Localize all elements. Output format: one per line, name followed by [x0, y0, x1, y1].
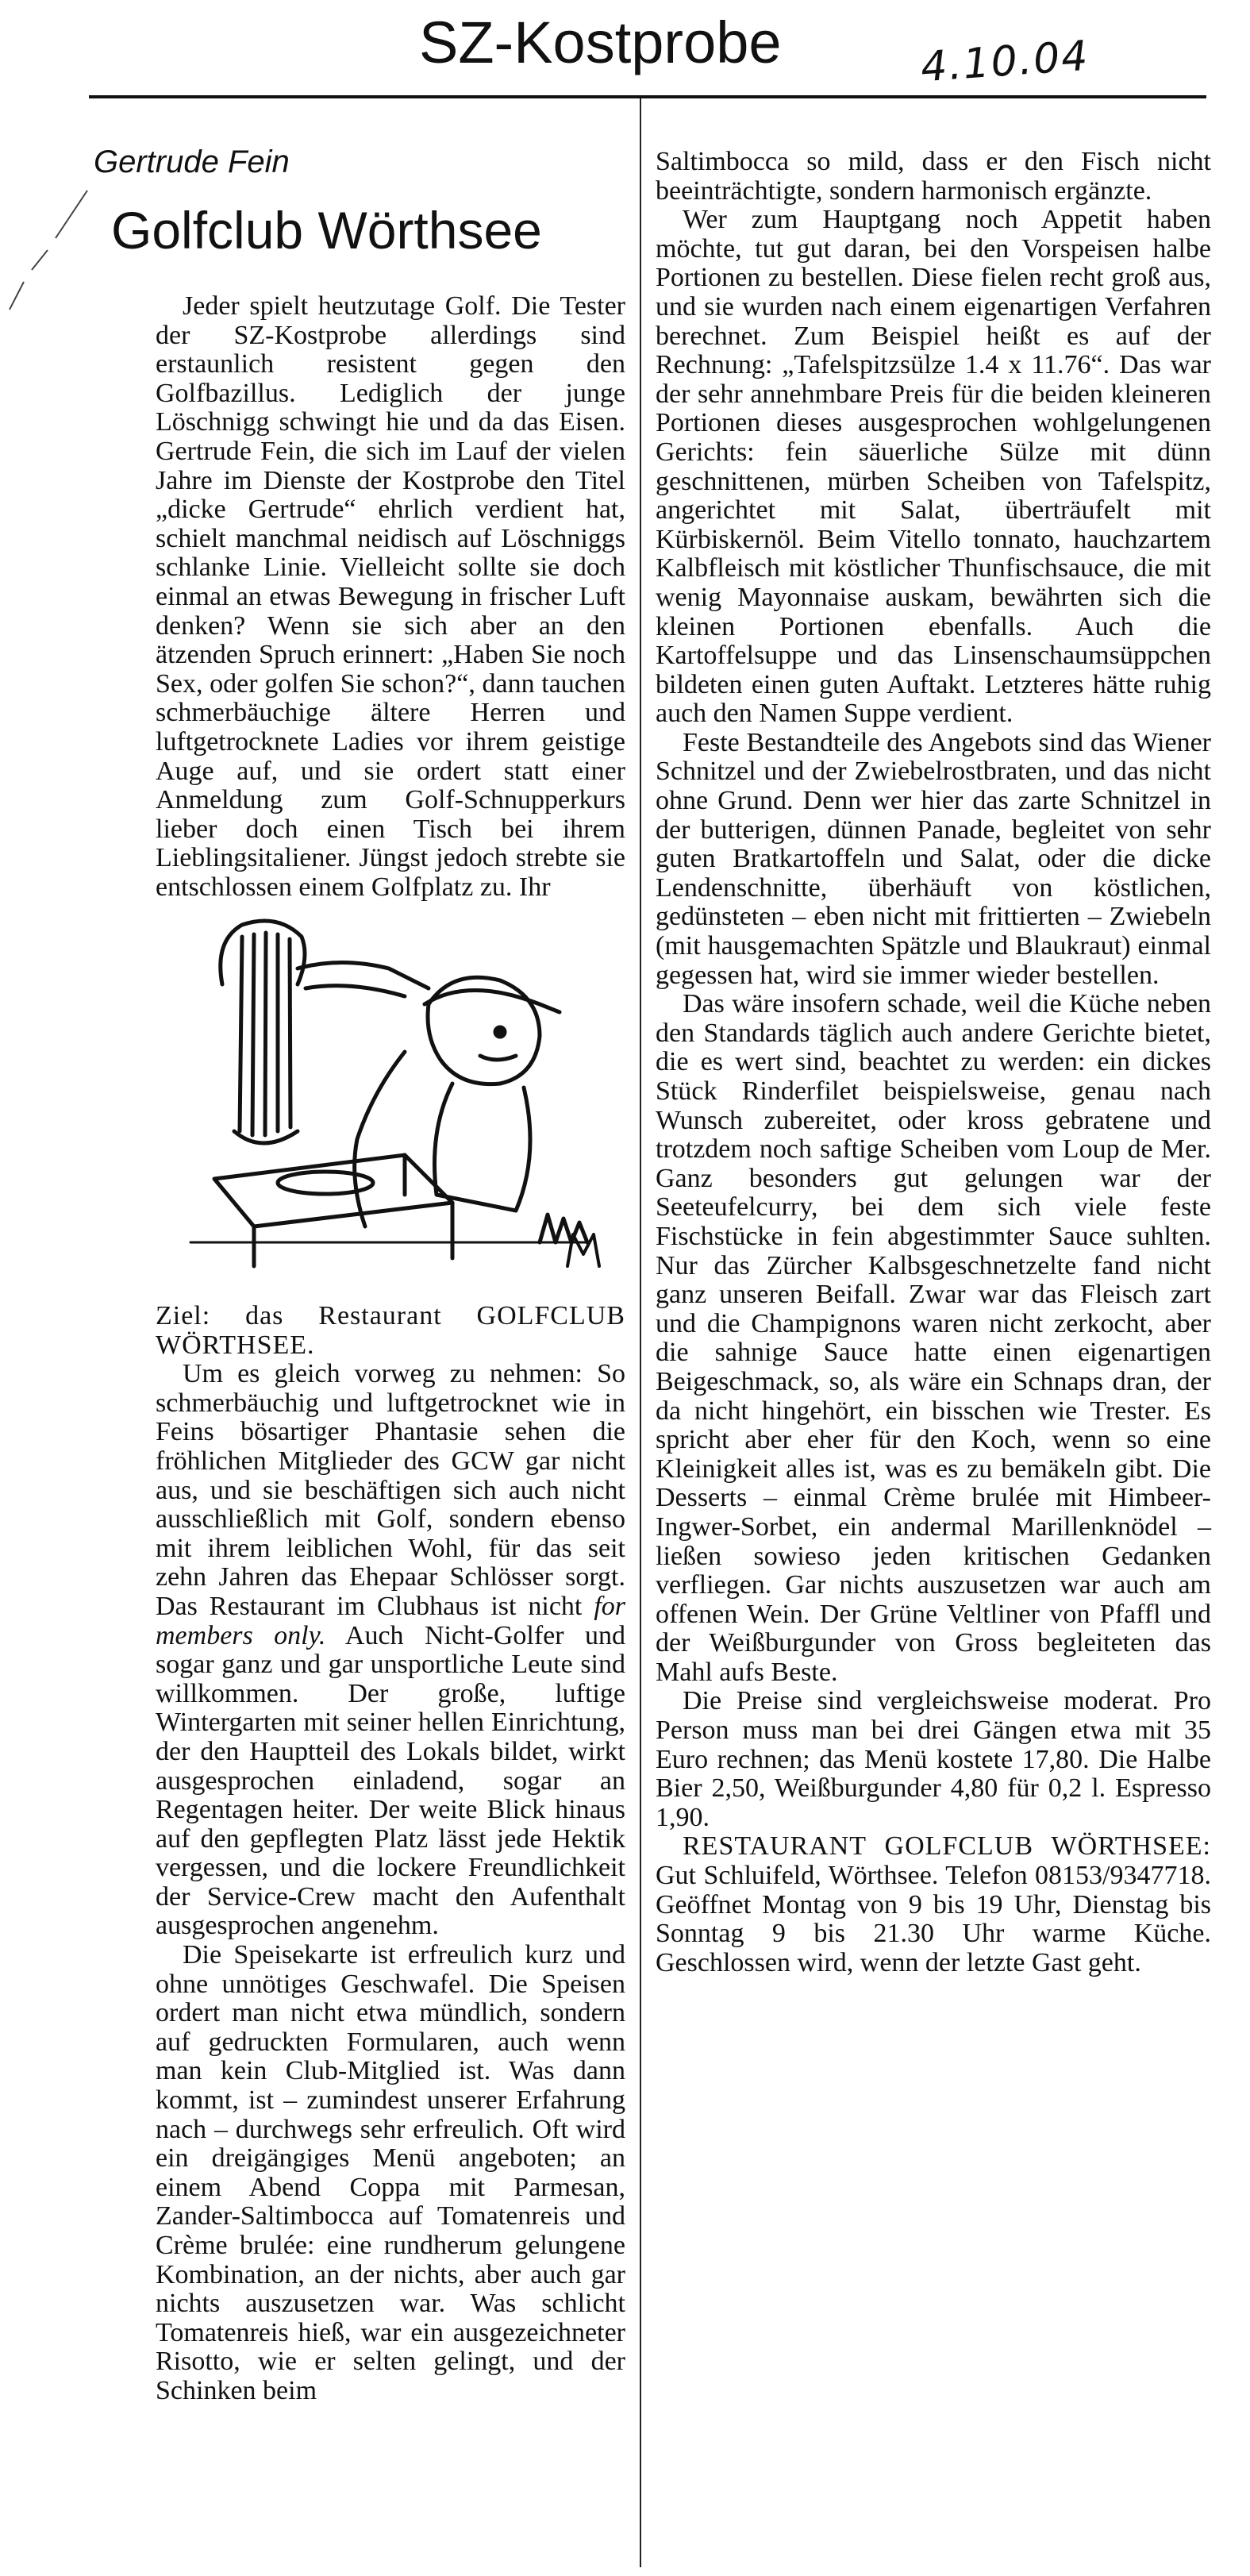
italic-phrase: for members only.	[156, 1591, 625, 1650]
masthead-rule	[89, 95, 1206, 98]
restaurant-name-caps: RESTAURANT GOLFCLUB WÖRTHSEE:	[683, 1831, 1211, 1862]
masthead-title: SZ-Kostprobe	[419, 10, 782, 75]
column-divider	[640, 98, 641, 2567]
paragraph: Saltimbocca so mild, dass er den Fisch nicht beeinträchtigte, sondern harmonisch ergänzte.	[656, 147, 1211, 206]
pen-mark-icon	[0, 183, 95, 318]
paragraph	[156, 1360, 625, 1941]
paragraph: Das wäre insofern schade, weil die Küche neben den Standards täglich auch andere Gerichte bietet, die es wert sind, beachtet zu werden: ein dickes Stück Rinderfilet beispielsweise, genau nach Wunsch zubereitet, oder kross gebratene und trotzdem noch saftige Scheiben vom Loup de Mer. Ganz besonders gut gelungen war der Seeteufelcurry, bei dem sich viele feste Fischstücke in fein abgestimmter Sauce suhlten. Nur das Zürcher Kalbsgeschnetzelte fand nicht ganz unseren Beifall. Zwar war das Fleisch zart und die Champignons waren nicht zerkocht, aber die sahnige Sauce hatte einen eigenartigen Beigeschmack, so, als wäre ein Schnaps dran, der da nicht hingehört, ein bisschen wie Trester. Es spricht aber eher für den Koch, wenn so eine Kleinigkeit alles ist, was es zu bemäkeln gibt. Die Desserts – einmal Crème brulée mit Himbeer-Ingwer-Sorbet, ein andermal Marillenknödel – ließen sowieso jeden kritischen Gedanken verfliegen. Gar nichts auszusetzen war auch am offenen Wein. Der Grüne Veltliner von Pfaffl und der Weißburgunder von Gross begleiteten das Mahl aufs Beste.	[656, 989, 1211, 1687]
article-headline: Golfclub Wörthsee	[111, 201, 542, 260]
column-2	[656, 148, 1211, 1977]
paragraph: Die Preise sind vergleichsweise moderat. Pro Person muss man bei drei Gängen etwa mit 35 Euro rechnen; das Menü kostete 17,80. Die Halbe Bier 2,50, Weißburgunder 4,80 für 0,2 l. Espresso 1,90.	[656, 1686, 1211, 1832]
paragraph: Die Speisekarte ist erfreulich kurz und ohne unnötiges Geschwafel. Die Speisen ordert man nicht etwa mündlich, sondern auf gedruckten Formularen, auch wenn man kein Club-Mitglied ist. Was dann kommt, ist – zumindest unserer Erfahrung nach – durchwegs sehr erfreulich. Oft wird ein dreigängiges Menü angeboten; an einem Abend Coppa mit Parmesan, Zander-Saltimbocca auf Tomatenreis und Crème brulée: eine rundherum gelungene Kombination, an der nichts, aber auch gar nichts auszusetzen war. Was schlicht Tomatenreis hieß, war ein ausgezeichneter Risotto, wie er selten gelingt, und der Schinken beim	[156, 1940, 625, 2405]
handwritten-date: 4.10.04	[919, 32, 1091, 92]
author-name: Gertrude Fein	[94, 144, 290, 179]
column-1-top	[156, 292, 625, 902]
column-1-bottom	[156, 1302, 625, 2406]
paragraph: Feste Bestandteile des Angebots sind das Wiener Schnitzel und der Zwiebelrostbraten, und das nicht ohne Grund. Denn wer hier das zarte Schnitzel in der butterigen, dünnen Panade, begleitet von sehr guten Bratkartoffeln und Salat, oder die dicke Lendenschnitte, überhäuft von köstlichen, gedünsteten – eben nicht mit frittierten – Zwiebeln (mit hausgemachten Spätzle und Blaukraut) einmal gegessen hat, wird sie immer wieder bestellen.	[656, 727, 1211, 990]
ziel-line: Ziel: das Restaurant GOLFCLUB WÖRTHSEE.	[156, 1301, 625, 1360]
text-run: Gut Schluifeld, Wörthsee. Telefon 08153/9347718. Geöffnet Montag von 9 bis 19 Uhr, Dienstag bis Sonntag 9 bis 21.30 Uhr warme Küche. Geschlossen wird, wenn der letzte Gast geht.	[656, 1861, 1211, 1977]
golfer-cartoon-icon	[167, 893, 611, 1294]
paragraph: Jeder spielt heutzutage Golf. Die Tester der SZ-Kostprobe allerdings sind erstaunlich resistent gegen den Golfbazillus. Lediglich der junge Löschnigg schwingt hie und da das Eisen. Gertrude Fein, die sich im Lauf der vielen Jahre im Dienste der Kostprobe den Titel „dicke Gertrude“ ehrlich verdient hat, schielt manchmal neidisch auf Löschniggs schlanke Linie. Vielleicht sollte sie doch einmal an etwas Bewegung in frischer Luft denken? Wenn sie sich aber an den ätzenden Spruch erinnert: „Haben Sie noch Sex, oder golfen Sie schon?“, dann tauchen schmerbäuchige ältere Herren und luftgetrocknete Ladies vor ihrem geistige Auge auf, und sie ordert statt einer Anmeldung zum Golf-Schnupperkurs lieber doch einen Tisch bei ihrem Lieblingsitaliener. Jüngst jedoch strebte sie entschlossen einem Golfplatz zu. Ihr	[156, 291, 625, 902]
info-box	[656, 1832, 1211, 1977]
text-run: Um es gleich vorweg zu nehmen: So schmerbäuchig und luftgetrocknet wie in Feins bösartiger Phantasie sehen die fröhlichen Mitglieder des GCW gar nicht aus, und sie beschäftigen sich auch nicht ausschließlich mit Golf, sondern ebenso mit ihrem leiblichen Wohl, für das seit zehn Jahren das Ehepaar Schlösser sorgt. Das Restaurant im Clubhaus ist nicht	[156, 1359, 625, 1621]
paragraph: Wer zum Hauptgang noch Appetit haben möchte, tut gut daran, bei den Vorspeisen halbe Portionen zu bestellen. Diese fielen recht groß aus, und sie wurden nach einem eigenartigen Verfahren berechnet. Zum Beispiel heißt es auf der Rechnung: „Tafelspitzsülze 1.4 x 11.76“. Das war der sehr annehmbare Preis für die beiden kleineren Portionen dieses ausgesprochen wohlgelungenen Gerichts: fein säuerliche Sülze mit dünn geschnittenen, mürben Scheiben von Tafelspitz, angerichtet mit Salat, überträufelt mit Kürbiskernöl. Beim Vitello tonnato, hauchzartem Kalbfleisch mit köstlicher Thunfischsauce, die mit wenig Mayonnaise auskam, bewährten sich die kleinen Portionen ebenfalls. Auch die Kartoffelsuppe und das Linsenschaumsüppchen bildeten einen guten Auftakt. Letzteres hätte ruhig auch den Namen Suppe verdient.	[656, 205, 1211, 729]
text-run: Auch Nicht-Golfer und sogar ganz und gar unsportliche Leute sind willkommen. Der große, luftige Wintergarten mit seiner hellen Einrichtung, der den Hauptteil des Lokals bildet, wirkt ausgesprochen einladend, sogar an Regentagen heiter. Der weite Blick hinaus auf den gepflegten Platz lässt jede Hektik vergessen, und die lockere Freundlichkeit der Service-Crew macht den Aufenthalt ausgesprochen angenehm.	[156, 1620, 625, 1941]
